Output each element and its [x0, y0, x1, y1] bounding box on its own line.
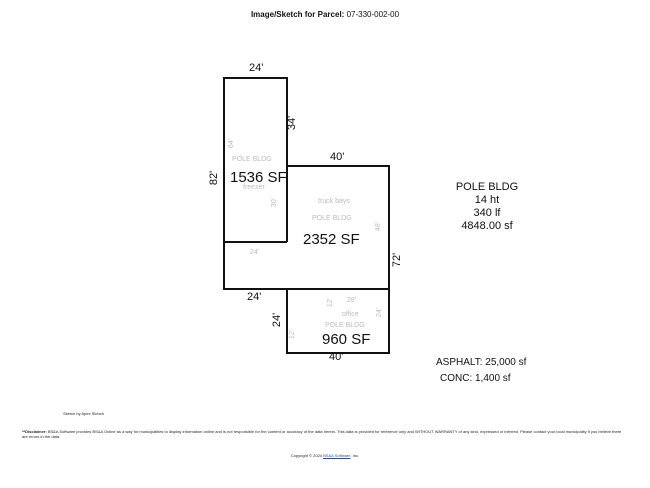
- main-48-label: 48': [375, 221, 383, 232]
- dim-right-34: 34': [286, 115, 299, 131]
- note-line-1: POLE BLDG: [455, 181, 519, 193]
- dim-office-left-24: 24': [271, 312, 284, 328]
- dim-top-40: 40': [330, 151, 345, 163]
- dim-top-24: 24': [249, 62, 264, 74]
- copyright-text: Copyright © 2024: [290, 453, 323, 458]
- parcel-number: 07-330-002-00: [346, 10, 400, 19]
- disclaimer: [22, 429, 622, 439]
- office-12b-label: 12': [289, 329, 297, 340]
- office-28-label: 28': [347, 297, 357, 304]
- note-line-3: 340 lf: [473, 207, 501, 219]
- freezer-bldg-label: POLE BLDG: [232, 156, 272, 163]
- freezer-30-label: 30': [271, 197, 279, 208]
- office-24-label: 24': [376, 307, 384, 318]
- disclaimer-text: BS&A Software provides BS&A Online as a way for municipalities to display information online and is not responsible for the content or accuracy of the data herein. This data is provided for reference only and WITHOUT WARRANTY of any kind, expressed or inferred. Please contact your local municipality if you believe there are errors in the data.: [22, 429, 622, 439]
- truck-bays-label: truck bays: [318, 198, 350, 205]
- inner-24-label: 24': [250, 249, 260, 256]
- main-bldg-label: POLE BLDG: [312, 215, 352, 222]
- office-12a-label: 12': [327, 297, 335, 308]
- freezer-area: 1536 SF: [230, 169, 287, 186]
- disclaimer-label: **Disclaimer:: [22, 429, 47, 434]
- office-bldg-label: POLE BLDG: [325, 322, 365, 329]
- building-note: [445, 181, 529, 233]
- main-area: 2352 SF: [303, 231, 360, 248]
- freezer-name-label: freezer: [243, 184, 265, 191]
- asphalt-legend: ASPHALT: 25,000 sf: [436, 357, 527, 368]
- office-area: 960 SF: [322, 331, 371, 348]
- copyright-footer: [0, 453, 650, 458]
- company-suffix: , Inc.: [350, 453, 360, 458]
- note-line-2: 14 ht: [474, 194, 500, 206]
- sketch-credit: Sketch by Apex Sketch: [63, 411, 104, 416]
- office-name-label: office: [342, 311, 359, 318]
- dim-right-72: 72': [391, 252, 404, 268]
- title-label: Image/Sketch for Parcel:: [250, 10, 345, 19]
- company-link[interactable]: BS&A Software: [323, 453, 351, 458]
- freezer-64-label: 64': [228, 138, 236, 149]
- dim-bottom-40: 40': [329, 351, 344, 363]
- dim-left-82: 82': [208, 170, 221, 186]
- conc-legend: CONC: 1,400 sf: [440, 373, 511, 384]
- dim-mid-24: 24': [247, 291, 262, 303]
- note-line-4: 4848.00 sf: [461, 220, 513, 232]
